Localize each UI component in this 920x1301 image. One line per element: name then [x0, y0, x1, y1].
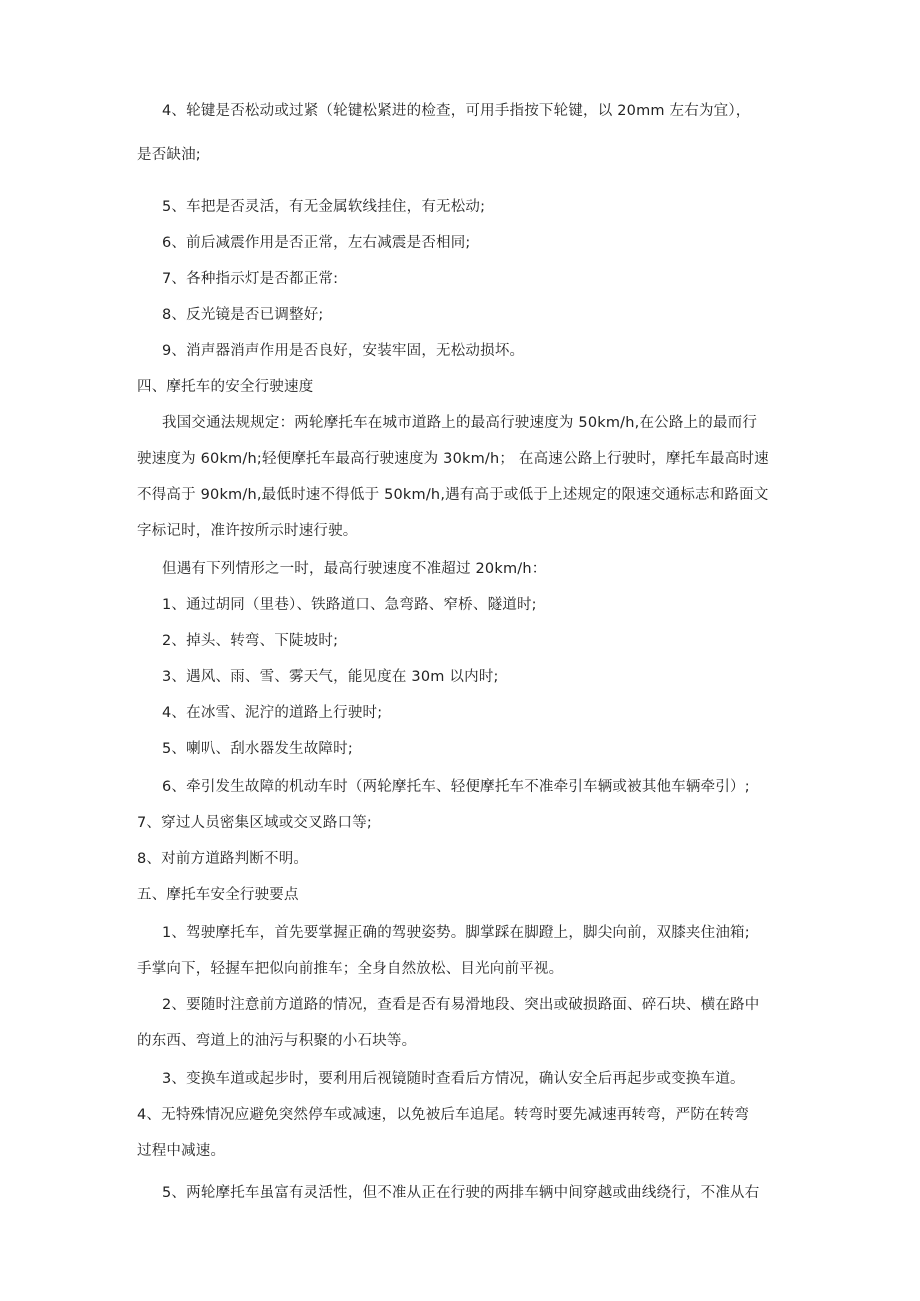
- text-line-21: 8、对前方道路判断不明。: [137, 851, 309, 867]
- text-line-6: 8、反光镜是否已调整好;: [162, 307, 324, 323]
- text-line-16: 3、遇风、雨、雪、雾天气，能见度在 30m 以内时;: [162, 669, 499, 685]
- text-line-12: 字标记时，准许按所示时速行驶。: [137, 523, 358, 539]
- text-line-24: 手掌向下，轻握车把似向前推车；全身自然放松、目光向前平视。: [137, 961, 564, 977]
- text-line-19: 6、牵引发生故障的机动车时（两轮摩托车、轻便摩托车不准牵引车辆或被其他车辆牵引）;: [162, 779, 750, 795]
- text-line-5: 7、各种指示灯是否都正常:: [162, 271, 339, 287]
- text-line-25: 2、要随时注意前方道路的情况，查看是否有易滑地段、突出或破损路面、碎石块、横在路中: [162, 997, 760, 1013]
- text-line-4: 6、前后减震作用是否正常，左右减震是否相同;: [162, 235, 471, 251]
- text-line-17: 4、在冰雪、泥泞的道路上行驶时;: [162, 705, 383, 721]
- text-line-18: 5、喇叭、刮水器发生故障时;: [162, 741, 353, 757]
- section-heading-5: 五、摩托车安全行驶要点: [137, 887, 299, 903]
- text-line-7: 9、消声器消声作用是否良好，安装牢固，无松动损坏。: [162, 343, 525, 359]
- text-line-27: 3、变换车道或起步时，要利用后视镜随时查看后方情况，确认安全后再起步或变换车道。: [162, 1071, 745, 1087]
- text-line-26: 的东西、弯道上的油污与积聚的小石块等。: [137, 1033, 417, 1049]
- text-line-23: 1、驾驶摩托车，首先要掌握正确的驾驶姿势。脚掌踩在脚蹬上，脚尖向前，双膝夹住油箱;: [162, 925, 750, 941]
- text-line-20: 7、穿过人员密集区域或交叉路口等;: [137, 815, 373, 831]
- text-line-11: 不得高于 90km∕h,最低时速不得低于 50km∕h,遇有高于或低于上述规定的限速交通标志和路面文: [137, 487, 769, 503]
- text-line-29: 过程中减速。: [137, 1143, 226, 1159]
- text-line-3: 5、车把是否灵活，有无金属软线挂住，有无松动;: [162, 199, 486, 215]
- text-line-10: 驶速度为 60km∕h;轻便摩托车最高行驶速度为 30km/h； 在高速公路上行驶时，摩托车最高时速: [137, 451, 769, 467]
- section-heading-4: 四、摩托车的安全行驶速度: [137, 379, 314, 395]
- text-line-9: 我国交通法规规定：两轮摩托车在城市道路上的最高行驶速度为 50km∕h,在公路上的最而行: [162, 415, 758, 431]
- text-line-28: 4、无特殊情况应避免突然停车或减速，以免被后车追尾。转弯时要先减速再转弯，严防在转弯: [137, 1107, 750, 1123]
- text-line-30: 5、两轮摩托车虽富有灵活性，但不准从正在行驶的两排车辆中间穿越或曲线绕行，不准从右: [162, 1185, 760, 1201]
- text-line-1: 4、轮键是否松动或过紧（轮键松紧进的检查，可用手指按下轮键，以 20mm 左右为宜），: [162, 103, 751, 119]
- text-line-14: 1、通过胡同（里巷）、铁路道口、急弯路、窄桥、隧道时;: [162, 597, 537, 613]
- text-line-2: 是否缺油;: [137, 147, 201, 163]
- text-line-13: 但遇有下列情形之一时，最高行驶速度不准超过 20km/h：: [162, 561, 547, 577]
- text-line-15: 2、掉头、转弯、下陡坡时;: [162, 633, 339, 649]
